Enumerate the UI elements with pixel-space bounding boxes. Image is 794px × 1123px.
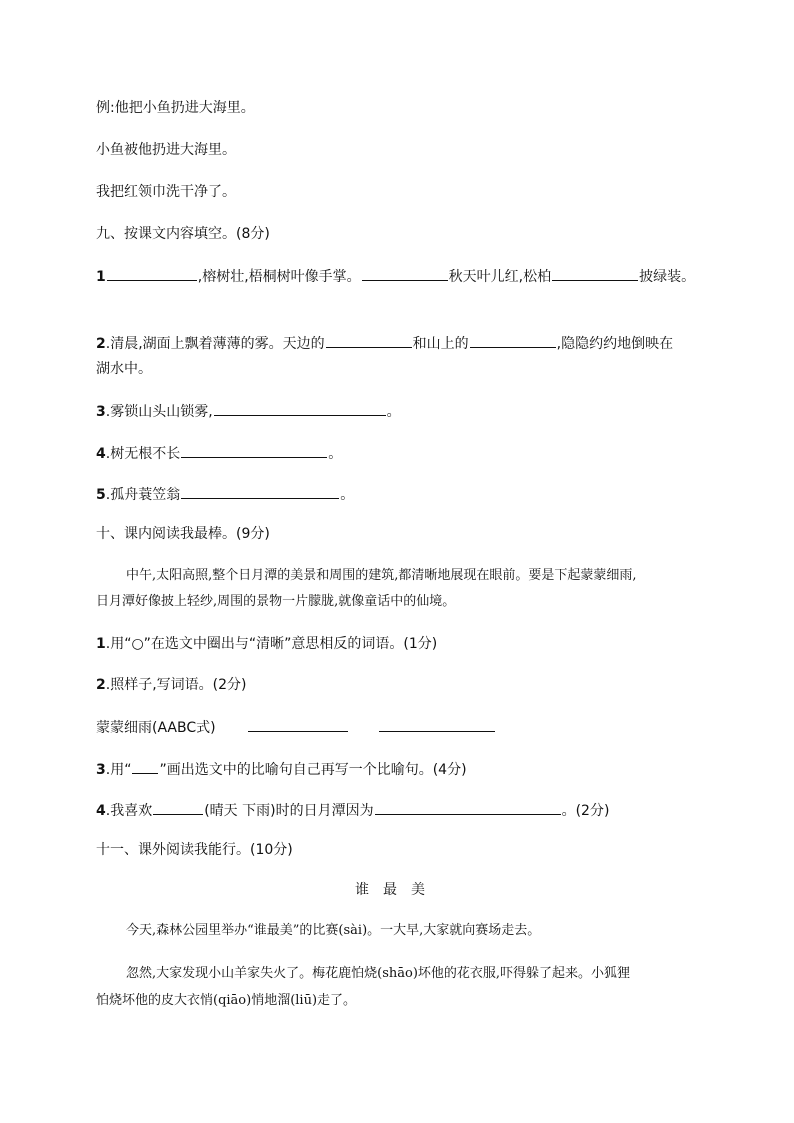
question-text: .雾锁山头山锁雾, <box>105 404 213 420</box>
question-text: .我喜欢 <box>105 803 153 819</box>
question-text: (晴天 下雨)时的日月潭因为 <box>204 803 374 819</box>
underline-sample <box>132 758 158 774</box>
question-text: .照样子,写词语。(2分) <box>105 677 247 693</box>
question-text: 。 <box>328 446 343 462</box>
answer-blank[interactable] <box>181 442 327 458</box>
question-text: .用“○”在选文中圈出与“清晰”意思相反的词语。(1分) <box>105 636 438 652</box>
section9-heading: 九、按课文内容填空。(8分) <box>96 226 270 242</box>
section9-q4 <box>96 442 734 464</box>
answer-blank[interactable] <box>375 799 561 815</box>
example-word: 蒙蒙细雨(AABC式) <box>96 720 216 736</box>
reading-passage-line-2: 日月潭好像披上轻纱,周围的景物一片朦胧,就像童话中的仙境。 <box>96 594 456 609</box>
answer-blank[interactable] <box>470 332 556 348</box>
story-paragraph-1: 今天,森林公园里举办“谁最美”的比赛(sài)。一大早,大家就向赛场走去。 <box>126 923 541 938</box>
answer-blank[interactable] <box>107 265 197 281</box>
question-text: 。 <box>386 404 401 420</box>
answer-blank[interactable] <box>248 716 348 732</box>
section10-heading: 十、课内阅读我最棒。(9分) <box>96 526 270 542</box>
reading-passage-line-1: 中午,太阳高照,整个日月潭的美景和周围的建筑,都清晰地展现在眼前。要是下起蒙蒙细雨, <box>126 568 637 583</box>
answer-blank[interactable] <box>552 265 638 281</box>
question-text: .清晨,湖面上飘着薄薄的雾。天边的 <box>105 336 325 352</box>
answer-blank[interactable] <box>153 799 203 815</box>
section9-q3 <box>96 400 734 422</box>
example-line-2: 小鱼被他扔进大海里。 <box>96 142 236 158</box>
question-number: 2 <box>96 336 106 352</box>
question-number: 4 <box>96 803 106 819</box>
story-title: 谁最美 <box>355 882 439 898</box>
question-text: 秋天叶儿红,松柏 <box>448 269 552 285</box>
section9-q2-cont: 湖水中。 <box>96 361 152 377</box>
question-text: ,榕树壮,梧桐树叶像手掌。 <box>197 269 361 285</box>
section9-q5 <box>96 483 734 505</box>
question-text: ,隐隐约约地倒映在 <box>556 336 674 352</box>
section9-q1 <box>96 265 734 287</box>
question-text: 披绿装。 <box>639 269 696 285</box>
question-text: .孤舟蓑笠翁 <box>105 487 181 503</box>
question-text: 和山上的 <box>412 336 469 352</box>
section10-q3 <box>96 758 734 780</box>
example-line-1: 例:他把小鱼扔进大海里。 <box>96 100 255 116</box>
question-number: 4 <box>96 446 106 462</box>
question-text: 。(2分) <box>561 803 610 819</box>
example-line-3: 我把红领巾洗干净了。 <box>96 184 236 200</box>
answer-blank[interactable] <box>362 265 448 281</box>
section10-q1 <box>96 634 734 654</box>
answer-blank[interactable] <box>181 483 339 499</box>
story-paragraph-2-line-1: 忽然,大家发现小山羊家失火了。梅花鹿怕烧(shāo)坏他的花衣服,吓得躲了起来。小狐狸 <box>126 966 631 981</box>
question-text: .树无根不长 <box>105 446 181 462</box>
section9-q2 <box>96 332 734 354</box>
question-number: 1 <box>96 269 106 285</box>
section10-q2 <box>96 675 734 695</box>
story-paragraph-2-line-2: 怕烧坏他的皮大衣悄(qiāo)悄地溜(liū)走了。 <box>96 993 357 1008</box>
question-number: 5 <box>96 487 106 503</box>
question-number: 1 <box>96 636 106 652</box>
question-number: 2 <box>96 677 106 693</box>
question-text: 。 <box>340 487 355 503</box>
question-text: .用“ <box>105 762 132 778</box>
answer-blank[interactable] <box>214 400 386 416</box>
section10-q2-example <box>96 716 734 738</box>
question-number: 3 <box>96 404 106 420</box>
answer-blank[interactable] <box>379 716 495 732</box>
question-text: ”画出选文中的比喻句自己再写一个比喻句。(4分) <box>159 762 467 778</box>
answer-blank[interactable] <box>326 332 412 348</box>
section11-heading: 十一、课外阅读我能行。(10分) <box>96 842 293 858</box>
question-number: 3 <box>96 762 106 778</box>
section10-q4 <box>96 799 734 821</box>
